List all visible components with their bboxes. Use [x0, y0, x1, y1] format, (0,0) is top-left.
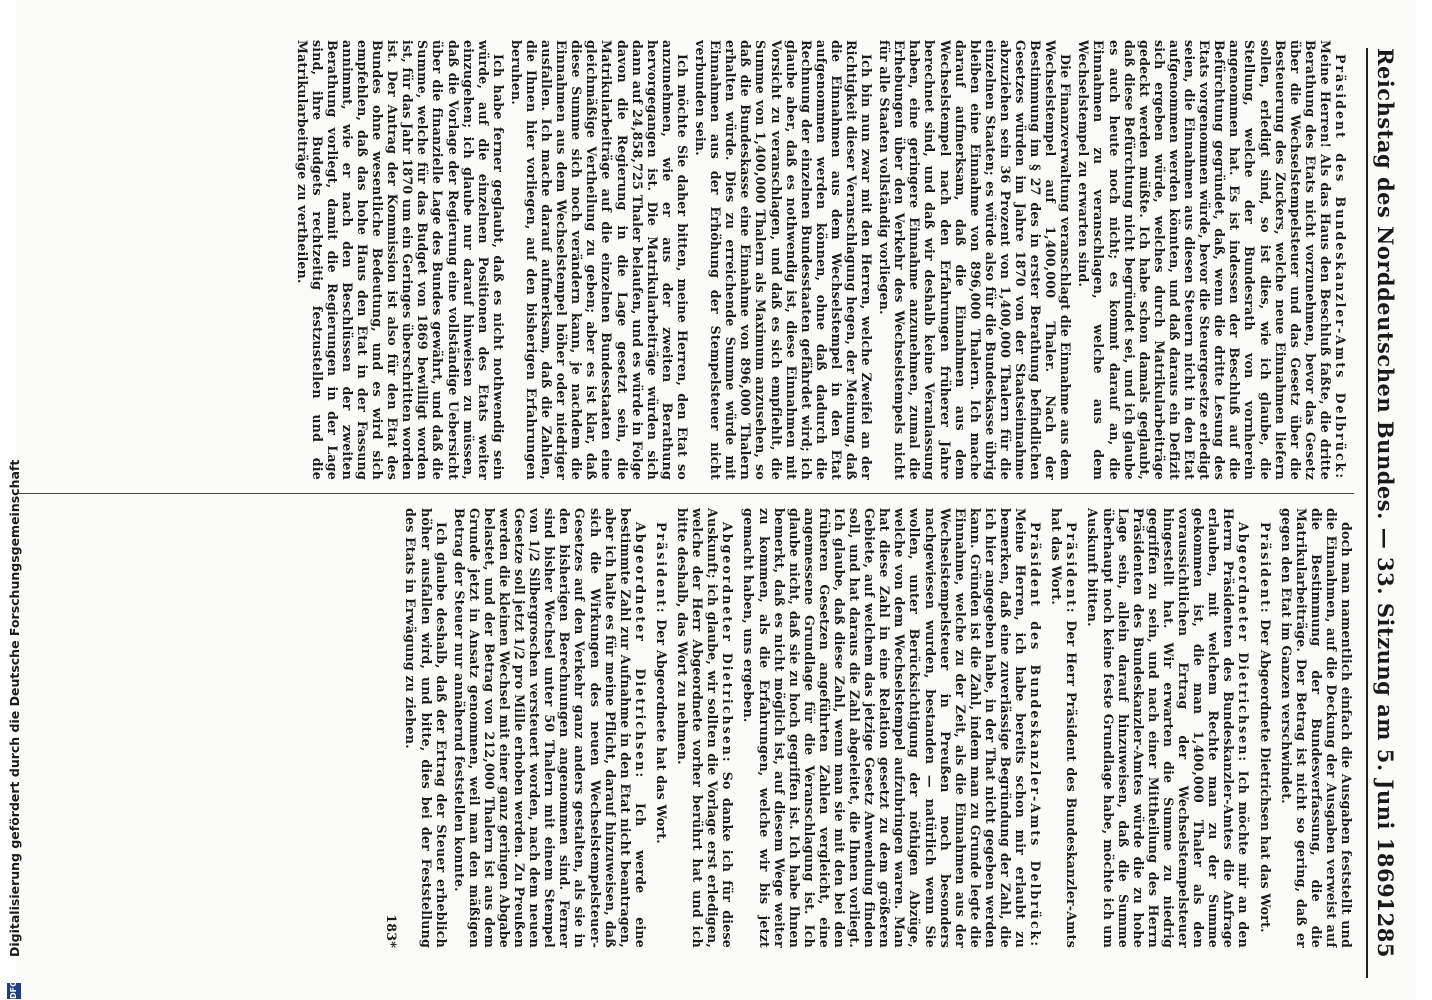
text-column-left [24, 40, 1354, 480]
credit-text: Digitalisierung gefördert durch die Deutsche Forschungsgemeinschaft [6, 459, 22, 957]
paragraph-text: Ich habe ferner geglaubt, daß es nicht nothwendig sein würde, auf die einzelnen Positionen des Etats weiter einzugehen; ich glaube nur darauf hinweisen zu müssen, daß die Vorlage der Regierung eine vollständige Uebersicht über die finanzielle Lage des Bundes gewährt, und daß die Summe, welche für das Budget von 1869 bewilligt worden ist, für das Jahr 1870 um ein Geringes überschritten worden ist. Der Antrag der Kommission ist also für den Etat des Bundes ohne wesentliche Bedeutung, und es wird sich empfehlen, daß das hohe Haus den Etat in der Fassung annimmt, wie er nach den Beschlüssen der zweiten Berathung vorliegt, damit die Regierungen in der Lage sind, ihre Budgets rechtzeitig festzustellen und die Matrikularbeiträge zu vertheilen. [294, 40, 506, 480]
paragraph [741, 508, 1043, 948]
page-header [1366, 48, 1408, 978]
paragraph [1279, 508, 1354, 948]
paragraph-text: So danke ich für diese Auskunft; ich glaube, wir sollten die Vorlage erst erledigen, welche der Herr Abgeordnete vorher berührt hat und ich bitte deshalb, das Wort zu nehmen. [675, 508, 736, 948]
paragraph-text: Meine Herren, ich habe bereits schon mir erlaubt zu bemerken, daß eine zuverlässige Begründung der Zahl, die ich hier angegeben habe, in der That nicht gegeben werden kann. Gründen ist die Zahl, indem man zu Grunde legte die Einnahme, welche zu der Zeit, als die Einnahmen aus der Wechselstempelsteuer in Preußen noch besonders nachgewiesen wurden, bestanden — natürlich wenn Sie wollen, unter Berücksichtigung der nöthigen Abzüge, welche von dem Wechselstempel aufzubringen waren. Man hat diese Zahl in eine Relation gesetzt zu dem größeren Gebiete, auf welchem das jetzige Gesetz Anwendung finden soll, und hat daraus die Zahl abgeleitet, die Ihnen vorliegt. Ich glaube, daß diese Zahl, wenn man sie mit den bei den früheren Gesetzen angeführten Zahlen vergleicht, eine angemessene Grundlage für die Veranschlagung ist. Ich glaube nicht, daß sie zu hoch gegriffen ist. Ich habe Ihnen bemerkt, daß es nicht möglich ist, auf diesem Wege weiter zu kommen, als die Erfahrungen, welche wir bis jetzt gemacht haben, uns ergeben. [741, 508, 1029, 948]
paragraph [1257, 508, 1272, 948]
paragraph-text: Der Herr Präsident des Bundeskanzler-Amts hat das Wort. [1049, 508, 1080, 948]
speaker-name: Abgeordneter Dietrichsen: [632, 522, 648, 780]
paragraph [1085, 508, 1251, 948]
paragraph [1049, 508, 1079, 948]
speaker-name: Präsident: [653, 522, 669, 615]
column-divider [14, 493, 1354, 494]
digitization-credit [4, 0, 24, 999]
paragraph [877, 40, 1073, 480]
end-mark: 183* [384, 914, 400, 948]
paragraph [452, 508, 648, 948]
paragraph [295, 40, 506, 480]
speaker-name: Abgeordneter Dietrichsen: [720, 522, 736, 764]
paragraph [675, 508, 735, 948]
paragraph [1076, 40, 1348, 480]
paragraph-text: Ich möchte Sie daher bitten, meine Herren, den Etat so anzunehmen, wie er aus der zweiten Berathung hervorgegangen ist. Die Matrikularbeiträge würden sich dann auf 24,858,725 Thaler belaufen, und es würde in Folge davon die Regierung in die Lage gesetzt sein, die Matrikularbeiträge auf die einzelnen Bundesstaaten eine gleichmäßige Vertheilung zu geben; aber es ist klar, daß diese Summe sich noch verändern kann, je nachdem die Einnahmen aus dem Wechselstempel höher oder niedriger ausfallen. Ich mache darauf aufmerksam, daß die Zahlen, die Ihnen hier vorliegen, auf den bisherigen Erfahrungen beruhen. [508, 40, 690, 480]
speaker-name: Abgeordneter Dietrichsen: [1236, 522, 1252, 764]
paragraph-text: Ich werde eine bestimmte Zahl zur Aufnahme in den Etat nicht beantragen, aber ich halte es für meine Pflicht, darauf hinzuweisen, daß sich die Wirkungen des neuen Wechselstempelsteuer-Gesetzes auf den Verkehr ganz anders gestalten, als sie in den bisherigen Berechnungen angenommen sind. Ferner sind bisher Wechsel unter 50 Thalern mit einem Stempel von 1/2 Silbergroschen versteuert worden, nach dem neuen Gesetze soll jetzt 1/2 pro Mille erhoben werden. Zu Preußen werden die kleinen Wechsel mit einer ganz geringen Abgabe belastet, und der Betrag von 212,000 Thalern ist aus dem Grunde jetzt in Ansatz genommen, weil man den mäßigen Betrag der Steuer nur annähernd feststellen konnte. [451, 508, 648, 948]
dfg-logo-icon: DFG [7, 983, 21, 999]
paragraph-text: Ich bin nun zwar mit den Herren, welche Zweifel an der Richtigkeit dieser Veranschlagung hegen, der Meinung, daß die Einnahmen aus dem Wechselstempel in den Etat aufgenommen werden können, ohne daß dadurch die Rechnung der einzelnen Bundesstaaten gefährdet wird; ich glaube aber, daß es nothwendig ist, diese Einnahmen mit Vorsicht zu veranschlagen, und daß es sich empfiehlt, die Summe von 1,400,000 Thalern als Maximum anzusehen, so daß die Bundeskasse eine Einnahme von 896,000 Thalern erhalten würde. Dies zu erreichende Summe würde mit Einnahmen aus der Erhöhung der Stempelsteuer nicht verbunden sein. [693, 40, 875, 480]
speaker-name: Präsident: [1257, 522, 1273, 615]
paragraph-text: doch man namentlich einfach die Ausgaben feststellt und die Einnahmen, auf die Deckung der Ausgaben verweist auf die Bestimmung der Bundesverfassung, die die Matrikularbeiträge. Der Betrag ist nicht so gering, daß er gegen den Etat im Ganzen verschwindet. [1278, 508, 1354, 948]
paragraph [654, 508, 669, 948]
speaker-name: Präsident: [1064, 522, 1080, 615]
paragraph [693, 40, 874, 480]
paragraph-text: Meine Herren! Als das Haus den Beschluß faßte, die dritte Berathung des Etats nicht vorzunehmen, bevor das Gesetz über die Wechselstempelsteuer und das Gesetz über die Besteuerung des Zuckers, welche neue Einnahmen liefern sollen, erledigt sind, so ist dies, wie ich glaube, die Stellung, welche der Bundesrath von vornherein angenommen hat. Es ist indessen der Beschluß auf die Befürchtung gegründet, daß, wenn die dritte Lesung des Etats vorgenommen würde, bevor die Steuergesetze erledigt seien, die Einnahmen aus diesen Steuern nicht in den Etat aufgenommen werden könnten, und daß daraus ein Defizit sich ergeben würde, welches durch Matrikularbeiträge gedeckt werden müßte. Ich habe schon damals geglaubt, daß diese Befürchtung nicht begründet sei, und ich glaube es auch heute noch nicht; es kommt darauf an, die Einnahmen zu veranschlagen, welche aus dem Wechselstempel zu erwarten sind. [1076, 40, 1333, 480]
text-column-right [24, 508, 1354, 948]
scanned-page [16, 0, 1416, 1000]
paragraph-text: Die Finanzverwaltung veranschlagt die Einnahme aus dem Wechselstempel auf 1,400,000 Thaler. Nach der Bestimmung im § 27 des in erster Berathung befindlichen Gesetzes würden im Jahre 1870 von der Staatseinnahme abzuziehen sein 36 Prozent von 1,400,000 Thalern für die einzelnen Staaten; es würde also für die Bundeskasse übrig bleiben eine Einnahme von 896,000 Thalern. Ich mache darauf aufmerksam, daß die Einnahmen aus dem Wechselstempel nach den Erfahrungen früherer Jahre berechnet sind, und daß wir deshalb keine Veranlassung haben, eine geringere Einnahme anzunehmen, zumal die Erhebungen über den Verkehr des Wechselstempels nicht für alle Staaten vollständig vorliegen. [877, 40, 1074, 480]
speaker-name: Präsident des Bundeskanzler-Amts Delbrück: [1333, 54, 1348, 480]
paragraph [403, 508, 448, 948]
paragraph-text: Der Abgeordnete Dietrichsen hat das Wort. [1257, 619, 1273, 933]
page-title: Reichstag des Norddeutschen Bundes. — 33. Sitzung am 5. Juni 1869. [1373, 48, 1398, 907]
speaker-name: Präsident des Bundeskanzler-Amts Delbrück: [1028, 522, 1044, 948]
paragraph-text: Der Abgeordnete hat das Wort. [653, 619, 669, 844]
paragraph-text: Ich möchte mir an den Herrn Präsidenten des Bundeskanzler-Amtes die Anfrage erlauben, mit welchem Rechte man zu der Summe gekommen ist, die man 1,400,000 Thaler als den voraussichtlichen Ertrag der Wechselstempelsteuer hingestellt hat. Wir erwarten die Summe zu niedrig gegriffen zu sein, und nach einer Mittheilung des Herrn Präsidenten des Bundeskanzler-Amtes würde die zu hohe Lage sein, allein darauf hinzuweisen, daß die Summe überhaupt noch keine feste Grundlage habe, möchte ich um Auskunft bitten. [1085, 508, 1252, 948]
paragraph [509, 40, 690, 480]
paragraph-text: Ich glaube deshalb, daß der Ertrag der Steuer erheblich höher ausfallen wird, und bitte, dies bei der Feststellung des Etats in Erwägung zu ziehen. [403, 508, 449, 948]
page-number: 1285 [1373, 897, 1398, 958]
